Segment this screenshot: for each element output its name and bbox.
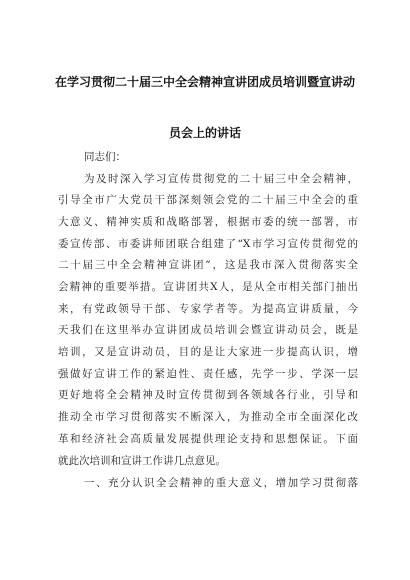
body-line: 来，有党政领导干部、专家学者等。为提高宣讲质量，今	[58, 303, 358, 315]
body-line: 革和经济社会高质量发展提供理论支持和思想保证。下面	[58, 433, 358, 445]
body-line: 引导全市广大党员干部深刻领会党的二十届三中全会的重	[58, 194, 358, 206]
body-line: 就此次培训和宣讲工作讲几点意见。	[58, 455, 226, 467]
body-line: 大意义、精神实质和战略部署，根据市委的统一部署，市	[58, 216, 358, 228]
body-line: 强做好宣讲工作的紧迫性、责任感，先学一步、学深一层	[58, 368, 358, 380]
body-line: 二十届三中全会精神宣讲团”，这是我市深入贯彻落实全	[58, 259, 358, 271]
body-line: 会精神的重要举措。宣讲团共X人，是从全市相关部门抽出	[58, 281, 358, 293]
body-line: 更好地将全会精神及时宣传贯彻到各领域各行业，引导和	[58, 389, 358, 401]
document-title-line-1: 在学习贯彻二十届三中全会精神宣讲团成员培训暨宣讲动	[54, 75, 355, 89]
section-heading-line: 一、充分认识全会精神的重大意义，增加学习贯彻落	[84, 477, 358, 489]
body-line: 为及时深入学习宣传贯彻党的二十届三中全会精神，	[84, 173, 358, 185]
body-line: 委宣传部、市委讲师团联合组建了“X市学习宣传贯彻党的	[58, 238, 358, 250]
document-title-line-2: 员会上的讲话	[168, 126, 241, 140]
body-line: 天我们在这里举办宣讲团成员培训会暨宣讲动员会，既是	[58, 324, 358, 336]
body-line: 培训，又是宣讲动员，目的是让大家进一步提高认识，增	[58, 346, 358, 358]
salutation: 同志们：	[84, 151, 126, 163]
body-line: 推动全市学习贯彻落实不断深入，为推动全市全面深化改	[58, 411, 358, 423]
